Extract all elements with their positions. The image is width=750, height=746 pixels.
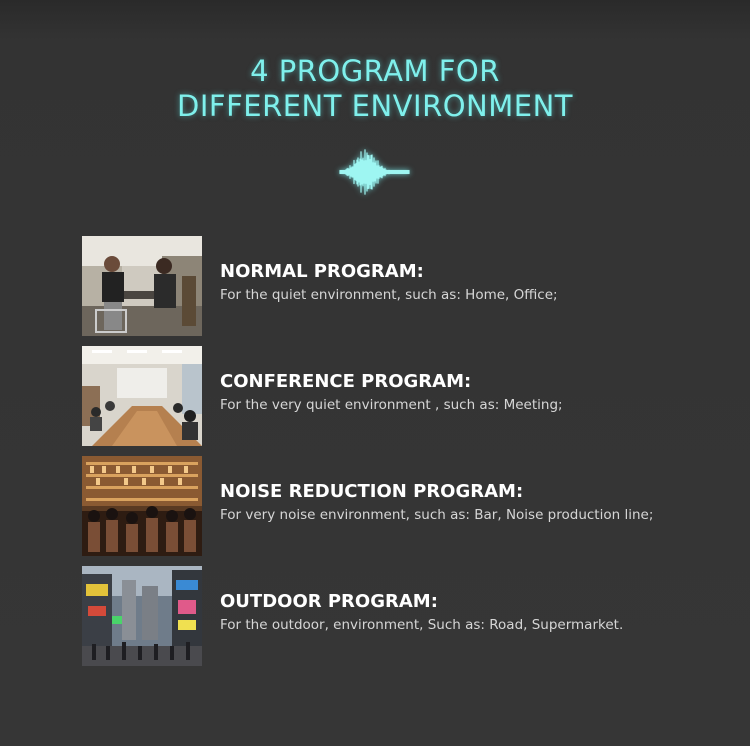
program-item-outdoor bbox=[82, 566, 722, 666]
program-item-conference bbox=[82, 346, 722, 446]
page-title-line-1: 4 PROGRAM FOR bbox=[250, 54, 500, 88]
conference-room-photo bbox=[82, 346, 202, 446]
office-meeting-photo bbox=[82, 236, 202, 336]
program-description-normal: For the quiet environment, such as: Home, Office; bbox=[220, 287, 558, 303]
program-title-noise-reduction: NOISE REDUCTION PROGRAM: bbox=[220, 481, 524, 502]
program-title-normal: NORMAL PROGRAM: bbox=[220, 261, 424, 282]
sound-wave-icon bbox=[336, 146, 414, 198]
page-title-line-2: DIFFERENT ENVIRONMENT bbox=[177, 89, 573, 123]
program-description-noise-reduction: For very noise environment, such as: Bar, Noise production line; bbox=[220, 507, 654, 523]
program-item-noise-reduction bbox=[82, 456, 722, 556]
program-title-conference: CONFERENCE PROGRAM: bbox=[220, 371, 472, 392]
bar-crowd-photo bbox=[82, 456, 202, 556]
program-description-outdoor: For the outdoor, environment, Such as: Road, Supermarket. bbox=[220, 617, 624, 633]
program-description-conference: For the very quiet environment , such as: Meeting; bbox=[220, 397, 563, 413]
program-item-normal bbox=[82, 236, 722, 336]
program-title-outdoor: OUTDOOR PROGRAM: bbox=[220, 591, 438, 612]
city-street-photo bbox=[82, 566, 202, 666]
